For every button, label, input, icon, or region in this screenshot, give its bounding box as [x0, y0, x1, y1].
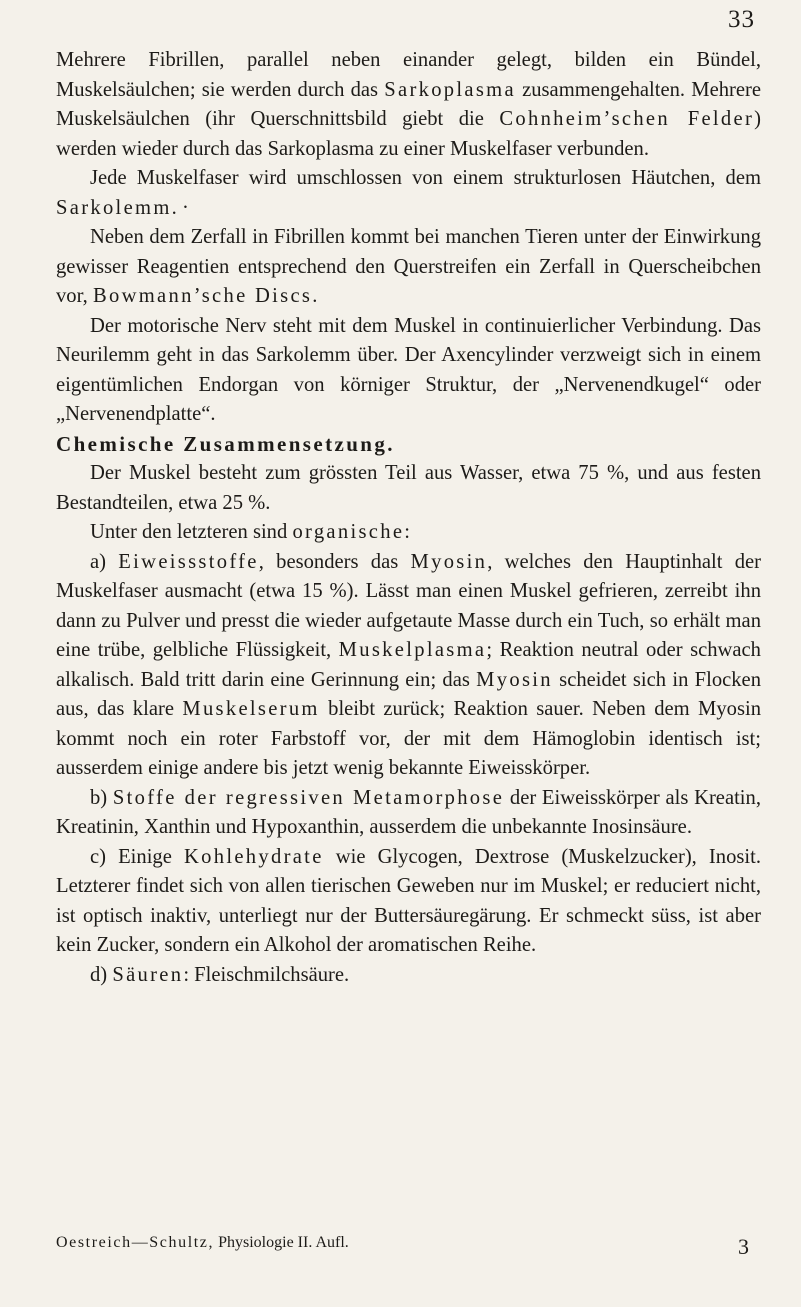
spaced-term: Stoffe der regressiven Metamorphose: [112, 786, 505, 809]
spaced-term: Myosin: [476, 668, 553, 691]
text-run: d): [90, 963, 113, 986]
spaced-term: Muskelserum: [182, 698, 320, 720]
chemistry-section: [56, 459, 761, 990]
paragraph: [56, 164, 761, 223]
text-run: Der motorische Nerv steht mit dem Muskel in continuierlicher Verbindung. Das Neurilemm geht in das Sarkolemm über. Der Axencylinder verzweigt sich in einem eigentümlichen Endorgan von körniger Struktur, der „Nervenendkugel“ oder „Nervenendplatte“.: [56, 314, 761, 425]
page-number: 33: [728, 6, 755, 33]
spaced-term: Cohnheim’schen Felder: [499, 108, 755, 130]
body-text: [56, 46, 761, 990]
text-run: Jede Muskelfaser wird umschlossen von einem strukturlosen Häutchen, dem: [90, 167, 761, 189]
paragraph: [56, 312, 761, 430]
paragraph: [56, 459, 761, 518]
spaced-term: Eiweissstoffe: [118, 550, 259, 573]
text-run: ; Reaktion neutral oder schwach alkalisch. Bald tritt darin eine Gerinnung ein; das: [56, 639, 761, 691]
text-run: zusammengehalten. Mehrere Muskelsäulchen (ihr Querschnittsbild giebt die: [56, 78, 761, 130]
spaced-term: Sarkolemm: [56, 196, 172, 219]
page-footer: [56, 1234, 761, 1260]
text-run: Unter den letzteren sind: [90, 521, 293, 543]
paragraph: [56, 518, 761, 548]
text-run: . ·: [171, 196, 189, 219]
footer-citation: [56, 1234, 349, 1260]
text-run: Neben dem Zerfall in Fibrillen kommt bei manchen Tieren unter der Einwirkung gewisser Reagentien entsprechend den Querstreifen ein Zerfall in Querscheibchen vor,: [56, 226, 761, 307]
text-run: b): [90, 786, 113, 809]
spaced-term: Sarkoplasma: [384, 78, 516, 101]
text-run: Der Muskel besteht zum grössten Teil aus Wasser, etwa 75 %, und aus festen Bestandteilen, etwa 25 %.: [56, 462, 761, 514]
text-run: ) werden wieder durch das Sarkoplasma zu einer Muskelfaser verbunden.: [56, 108, 761, 160]
footer-book: Physiologie II. Aufl.: [214, 1234, 349, 1251]
spaced-term: Kohlehydrate: [183, 845, 324, 868]
text-run: der Eiweisskörper als Kreatin, Kreatinin, Xanthin und Hypoxanthin, ausserdem die unbekannte Inosinsäure.: [56, 786, 761, 838]
text-run: , welches den Hauptinhalt der Muskelfaser ausmacht (etwa 15 %). Lässt man einen Muskel gefrieren, zerreibt ihn dann zu Pulver und presst die wieder aufgetaute Masse durch ein Tuch, so erhält man eine trübe, gelbliche Flüssigkeit,: [56, 550, 761, 661]
footer-author: Oestreich—Schultz,: [56, 1234, 215, 1251]
paragraph: [56, 961, 761, 991]
spaced-term: Säuren: [112, 963, 184, 986]
signature-mark: 3: [738, 1234, 749, 1259]
spaced-term: Myosin: [410, 550, 488, 573]
text-run: , besonders das: [258, 550, 411, 573]
text-run: c) Einige: [90, 845, 184, 868]
text-run: .: [312, 285, 318, 307]
text-run: bleibt zurück; Reaktion sauer. Neben dem Myosin kommt noch ein roter Farbstoff vor, der mit dem Hämoglobin identisch ist; ausserdem einige andere bis jetzt wenig bekannte Eiweisskörper.: [56, 698, 761, 779]
text-run: wie Glycogen, Dextrose (Muskelzucker), Inosit. Letzterer findet sich von allen tierischen Geweben nur im Muskel; er reduciert nicht, ist optisch inaktiv, unterliegt nur der Buttersäuregärung. Er schmeckt süss, ist aber kein Zucker, sondern ein Alkohol der aromatischen Reihe.: [56, 845, 761, 956]
spaced-term: organische: [292, 521, 405, 543]
paragraph: [56, 548, 761, 784]
section-heading: Chemische Zusammensetzung.: [56, 431, 395, 456]
text-run: a): [90, 550, 119, 573]
text-run: Mehrere Fibrillen, parallel neben einander gelegt, bilden ein Bündel, Muskelsäulchen; sie werden durch das: [56, 49, 761, 101]
spaced-term: Bowmann’sche Discs: [92, 285, 313, 307]
text-run: :: [404, 521, 411, 543]
paragraph: [56, 784, 761, 843]
paragraph: [56, 223, 761, 312]
paragraph: [56, 843, 761, 961]
spaced-term: Muskelplasma: [338, 639, 487, 661]
intro-section: [56, 46, 761, 430]
paragraph: [56, 46, 761, 164]
text-run: : Fleischmilchsäure.: [183, 963, 350, 986]
text-run: scheidet sich in Flocken aus, das klare: [56, 668, 761, 720]
